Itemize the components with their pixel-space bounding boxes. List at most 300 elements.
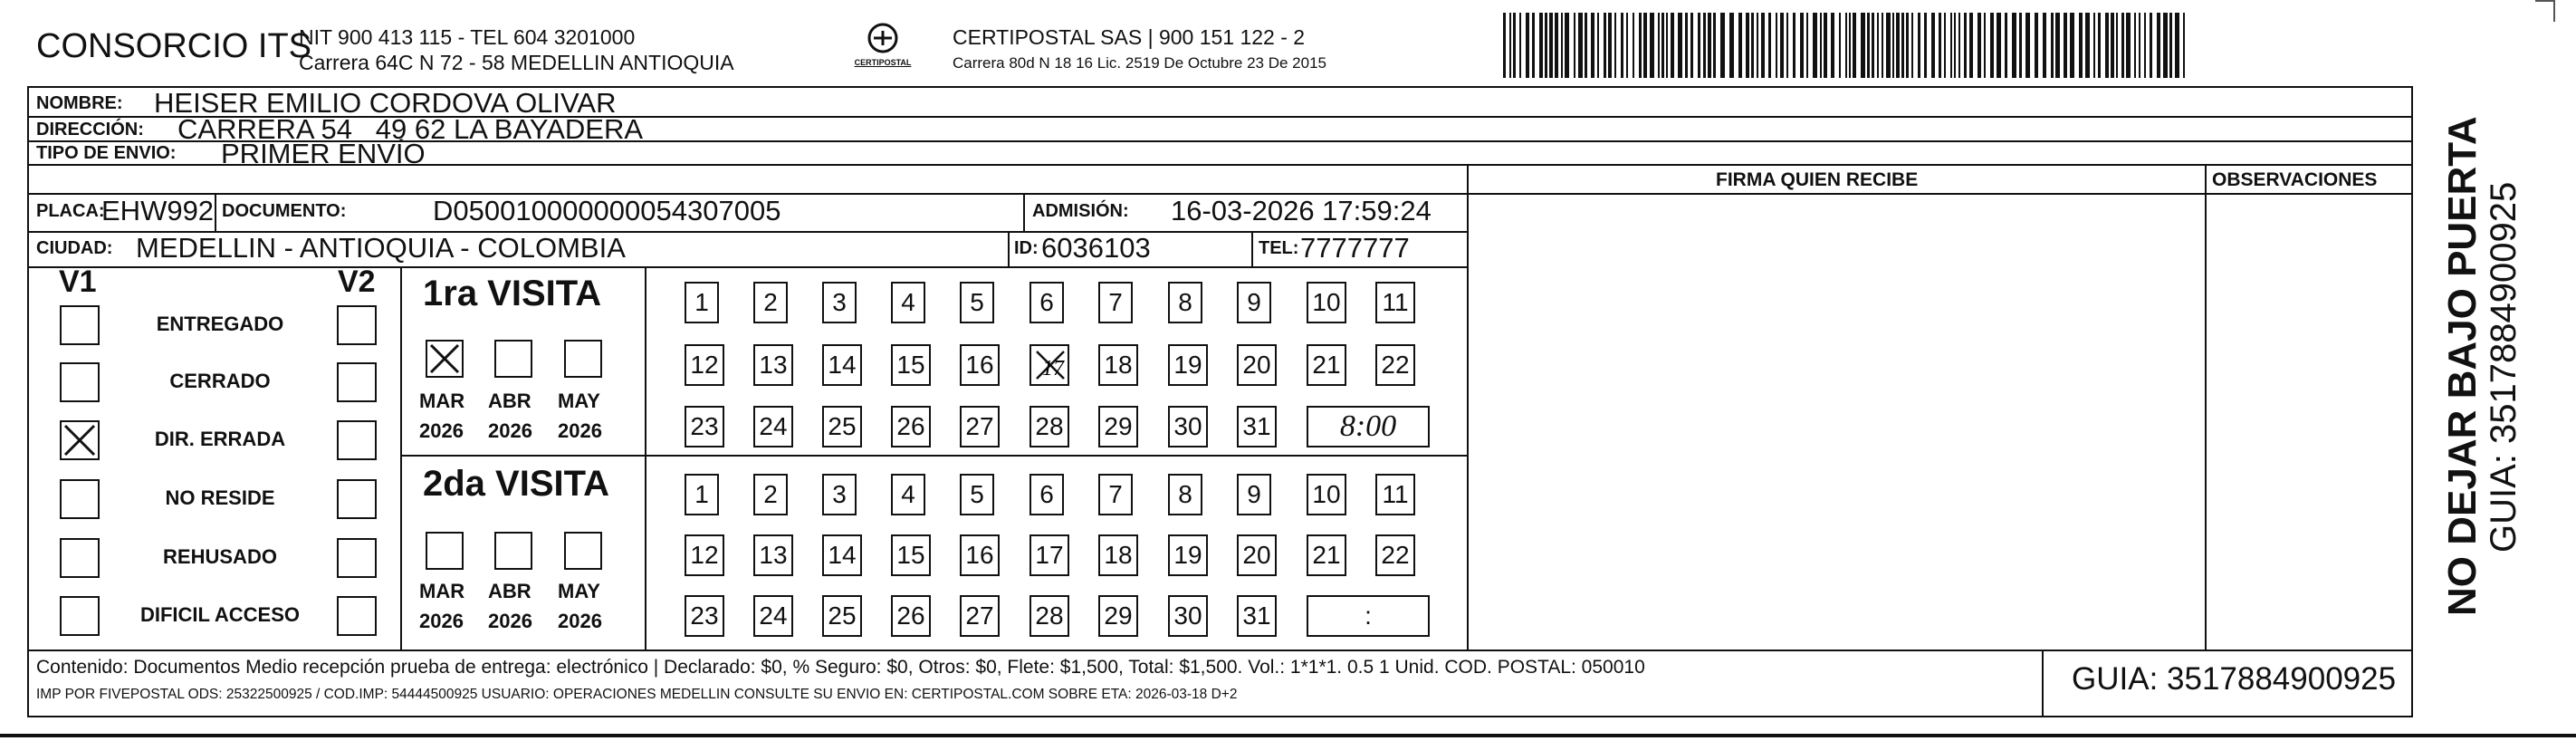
- barcode-bar: [1806, 13, 1808, 78]
- barcode-bar: [1896, 13, 1900, 78]
- day-checkbox[interactable]: [753, 474, 788, 515]
- day-number: 19: [1173, 351, 1202, 379]
- barcode-bar: [1872, 13, 1874, 78]
- barcode-bar: [1746, 13, 1749, 78]
- day-checkbox[interactable]: [822, 406, 862, 447]
- month-checkbox[interactable]: [494, 340, 532, 378]
- placa-value: EHW992: [101, 195, 215, 226]
- documento-value: D050010000000054307005: [433, 195, 781, 226]
- barcode-bar: [1861, 13, 1865, 78]
- barcode-bar: [1545, 13, 1547, 78]
- barcode-bar: [2025, 13, 2030, 78]
- barcode-bar: [1954, 13, 1956, 78]
- barcode-bar: [1539, 13, 1543, 78]
- day-number: 12: [690, 351, 719, 379]
- day-checkbox[interactable]: [1168, 282, 1202, 323]
- barcode-bar: [1526, 13, 1529, 78]
- day-checkbox[interactable]: [685, 282, 719, 323]
- barcode-bar: [2012, 13, 2016, 78]
- day-checkbox[interactable]: [1237, 282, 1271, 323]
- v1-checkbox[interactable]: [60, 479, 100, 519]
- visit1-title: 1ra VISITA: [423, 274, 602, 313]
- footer-line2: IMP POR FIVEPOSTAL ODS: 25322500925 / COD.IMP: 54444500925 USUARIO: OPERACIONES MEDELLIN CONSULTE SU ENVIO EN: CERTIPOSTAL.COM SOBRE ETA: 2026-03-18 D+2: [36, 687, 1238, 702]
- v1-checkbox[interactable]: [60, 596, 100, 636]
- side-guia: GUIA: 3517884900925: [2484, 181, 2523, 553]
- day-checkbox[interactable]: [891, 595, 931, 637]
- month-label: MAY: [558, 580, 600, 602]
- barcode-bar: [1977, 13, 1981, 78]
- barcode-bar: [1990, 13, 1994, 78]
- month-label: ABR: [488, 580, 531, 602]
- status-label: REHUSADO: [163, 545, 277, 568]
- certipostal-logo: [847, 20, 919, 74]
- tel-label: TEL:: [1259, 238, 1299, 258]
- day-number: 11: [1382, 288, 1409, 316]
- barcode-bar: [1906, 13, 1909, 78]
- day-checkbox[interactable]: [1168, 595, 1208, 637]
- day-number: 17: [1035, 541, 1064, 569]
- footer-guia: GUIA: 3517884900925: [2072, 661, 2397, 697]
- barcode-bar: [2134, 13, 2136, 78]
- barcode-bar: [2070, 13, 2074, 78]
- day-checkbox[interactable]: [753, 344, 793, 386]
- day-number: 23: [690, 601, 719, 630]
- footer-line1: Contenido: Documentos Medio recepción prueba de entrega: electrónico | Declarado: $0, % Seguro: $0, Otros: $0, Flete: $1,500, Total: $1,500. Vol.: 1*1*1. 0.5 1 Unid. COD. POSTAL: 050010: [36, 657, 1645, 678]
- day-checkbox[interactable]: [1237, 595, 1277, 637]
- v2-checkbox[interactable]: [337, 420, 377, 460]
- barcode-bar: [1969, 13, 1973, 78]
- barcode-bar: [1713, 13, 1716, 78]
- month-checkbox[interactable]: [426, 532, 464, 570]
- year-label: 2026: [558, 610, 602, 632]
- barcode-bar: [2150, 13, 2152, 78]
- barcode-bar: [1793, 13, 1796, 78]
- day-number: 20: [1242, 541, 1271, 569]
- barcode-bar: [1509, 13, 1511, 78]
- barcode-bar: [1513, 13, 1516, 78]
- barcode-bar: [1911, 13, 1913, 78]
- check-x-icon: [427, 342, 462, 376]
- day-checkbox[interactable]: [1237, 406, 1277, 447]
- admision-label: ADMISIÓN:: [1032, 201, 1129, 221]
- day-number: 26: [896, 601, 925, 630]
- id-value: 6036103: [1041, 232, 1151, 264]
- v2-checkbox[interactable]: [337, 362, 377, 402]
- day-number: 16: [965, 351, 994, 379]
- day-checkbox[interactable]: [1029, 282, 1064, 323]
- barcode-bar: [1597, 13, 1599, 78]
- day-number: 28: [1035, 601, 1064, 630]
- barcode-bar: [1633, 13, 1634, 78]
- barcode-bar: [1626, 13, 1628, 78]
- barcode-bar: [1604, 13, 1606, 78]
- barcode-bar: [1924, 13, 1927, 78]
- status-label: ENTREGADO: [156, 313, 284, 335]
- day-number: 10: [1312, 480, 1341, 508]
- day-checkbox[interactable]: [1029, 474, 1064, 515]
- status-label: CERRADO: [169, 370, 271, 392]
- barcode-bar: [1503, 13, 1506, 78]
- day-number: 31: [1242, 412, 1271, 440]
- barcode-bar: [1761, 13, 1765, 78]
- day-checkbox[interactable]: [753, 406, 793, 447]
- barcode-bar: [1831, 13, 1834, 78]
- barcode-bar: [1944, 13, 1946, 78]
- day-checkbox[interactable]: [1098, 282, 1133, 323]
- barcode-bar: [2163, 13, 2168, 78]
- day-checkbox[interactable]: [822, 595, 862, 637]
- barcode-bar: [1519, 13, 1521, 78]
- barcode-bar: [1939, 13, 1941, 78]
- barcode-bar: [1720, 13, 1725, 78]
- barcode-bar: [2105, 13, 2109, 78]
- visit2-title: 2da VISITA: [423, 464, 609, 504]
- v1-checkbox[interactable]: [60, 362, 100, 402]
- handwritten-mark-icon: [1031, 346, 1071, 384]
- barcode-bar: [2116, 13, 2118, 78]
- status-label: DIFICIL ACCESO: [139, 603, 300, 626]
- barcode-bar: [1950, 13, 1952, 78]
- barcode-bar: [1690, 13, 1693, 78]
- barcode-bar: [1867, 13, 1870, 78]
- admision-value: 16-03-2026 17:59:24: [1171, 195, 1432, 226]
- day-checkbox[interactable]: [1237, 534, 1277, 576]
- tipo-label: TIPO DE ENVIO:: [36, 143, 177, 163]
- day-checkbox[interactable]: [822, 474, 857, 515]
- barcode-bar: [2043, 13, 2046, 78]
- barcode-bar: [2111, 13, 2114, 78]
- day-number: 29: [1104, 412, 1133, 440]
- day-checkbox[interactable]: [960, 344, 1000, 386]
- day-number: 26: [896, 412, 925, 440]
- barcode-bar: [2005, 13, 2007, 78]
- day-checkbox[interactable]: [685, 406, 724, 447]
- day-number: 30: [1173, 601, 1202, 630]
- day-checkbox[interactable]: [685, 344, 724, 386]
- barcode-bar: [2121, 13, 2124, 78]
- barcode-bar: [1666, 13, 1668, 78]
- barcode-bar: [1824, 13, 1827, 78]
- day-checkbox[interactable]: [1168, 344, 1208, 386]
- status-label: DIR. ERRADA: [154, 428, 286, 450]
- month-checkbox[interactable]: [426, 340, 464, 378]
- barcode-bar: [2035, 13, 2038, 78]
- day-number: 27: [965, 601, 994, 630]
- day-checkbox[interactable]: [1098, 474, 1133, 515]
- barcode-bar: [1698, 13, 1700, 78]
- barcode-bar: [1757, 13, 1758, 78]
- day-number: 14: [828, 541, 857, 569]
- nombre-value: HEISER EMILIO CORDOVA OLIVAR: [154, 87, 617, 119]
- time-field[interactable]: :: [1307, 595, 1430, 637]
- v1-checkbox[interactable]: [60, 420, 100, 460]
- day-number: 11: [1382, 480, 1409, 508]
- barcode-bar: [2098, 13, 2101, 78]
- barcode-bar: [1578, 13, 1583, 78]
- day-number: 24: [759, 412, 788, 440]
- v2-checkbox[interactable]: [337, 538, 377, 578]
- day-checkbox[interactable]: [891, 406, 931, 447]
- barcode-bar: [1614, 13, 1616, 78]
- day-checkbox[interactable]: [1307, 344, 1346, 386]
- day-checkbox[interactable]: [891, 344, 931, 386]
- barcode-bar: [1918, 13, 1920, 78]
- status-label: NO RESIDE: [165, 486, 275, 509]
- placa-label: PLACA:: [36, 201, 105, 221]
- barcode-bar: [2064, 13, 2067, 78]
- day-checkbox[interactable]: [891, 534, 931, 576]
- label-frame: [27, 86, 2413, 717]
- barcode-bar: [1549, 13, 1553, 78]
- barcode-bar: [1780, 13, 1784, 78]
- barcode-bar: [1738, 13, 1742, 78]
- barcode-bar: [1958, 13, 1960, 78]
- day-checkbox[interactable]: [891, 474, 925, 515]
- day-number: 13: [759, 351, 788, 379]
- firma-header: FIRMA QUIEN RECIBE: [1716, 169, 1919, 190]
- month-label: MAY: [558, 390, 600, 412]
- day-number: 9: [1247, 480, 1261, 508]
- v1-label: V1: [59, 265, 97, 299]
- barcode-bar: [2144, 13, 2146, 78]
- v1-checkbox[interactable]: [60, 305, 100, 345]
- barcode-bar: [1703, 13, 1706, 78]
- corner-mark: [2535, 0, 2555, 22]
- day-number: 5: [970, 288, 984, 316]
- day-checkbox[interactable]: [1307, 534, 1346, 576]
- ciudad-value: MEDELLIN - ANTIOQUIA - COLOMBIA: [136, 232, 626, 264]
- barcode-bar: [1574, 13, 1575, 78]
- certipostal-line1: CERTIPOSTAL SAS | 900 151 122 - 2: [953, 25, 1306, 49]
- day-number: 10: [1312, 288, 1341, 316]
- day-checkbox[interactable]: [960, 474, 994, 515]
- month-label: MAR: [419, 580, 465, 602]
- barcode-bar: [2051, 13, 2054, 78]
- day-checkbox[interactable]: [1375, 344, 1415, 386]
- month-checkbox[interactable]: [564, 532, 602, 570]
- year-label: 2026: [558, 419, 602, 442]
- observaciones-header: OBSERVACIONES: [2212, 169, 2378, 190]
- month-label: MAR: [419, 390, 465, 412]
- day-number: 18: [1104, 541, 1133, 569]
- id-label: ID:: [1014, 238, 1039, 258]
- v2-checkbox[interactable]: [337, 305, 377, 345]
- day-checkbox[interactable]: [1098, 344, 1138, 386]
- barcode-bar: [1853, 13, 1856, 78]
- barcode-bar: [1984, 13, 1986, 78]
- day-number: 2: [763, 480, 778, 508]
- logo-caption: CERTIPOSTAL: [854, 58, 912, 67]
- barcode-bar: [1997, 13, 2001, 78]
- day-checkbox[interactable]: [822, 282, 857, 323]
- day-number: 8: [1178, 480, 1192, 508]
- day-checkbox[interactable]: [960, 406, 1000, 447]
- day-checkbox[interactable]: [1168, 406, 1208, 447]
- barcode-bar: [1751, 13, 1754, 78]
- barcode-bar: [1729, 13, 1734, 78]
- barcode-bar: [1800, 13, 1804, 78]
- day-checkbox[interactable]: [960, 282, 994, 323]
- v2-checkbox[interactable]: [337, 596, 377, 636]
- barcode: [1503, 13, 2191, 78]
- day-number: 18: [1104, 351, 1133, 379]
- day-number: 19: [1173, 541, 1202, 569]
- day-checkbox[interactable]: [753, 595, 793, 637]
- barcode-bar: [2169, 13, 2172, 78]
- barcode-bar: [1650, 13, 1654, 78]
- barcode-bar: [1661, 13, 1664, 78]
- day-number: 24: [759, 601, 788, 630]
- certipostal-line2: Carrera 80d N 18 16 Lic. 2519 De Octubre 23 De 2015: [953, 54, 1326, 72]
- day-checkbox[interactable]: [1098, 406, 1138, 447]
- barcode-bar: [1685, 13, 1688, 78]
- day-number: 15: [896, 541, 925, 569]
- barcode-bar: [2093, 13, 2095, 78]
- day-number: 28: [1035, 412, 1064, 440]
- day-checkbox[interactable]: [822, 344, 862, 386]
- ciudad-label: CIUDAD:: [36, 238, 113, 258]
- day-number: 4: [901, 480, 915, 508]
- barcode-bar: [1892, 13, 1894, 78]
- day-number: 14: [828, 351, 857, 379]
- day-checkbox[interactable]: [753, 282, 788, 323]
- barcode-bar: [2079, 13, 2083, 78]
- barcode-bar: [1849, 13, 1851, 78]
- day-number: 1: [694, 288, 709, 316]
- barcode-bar: [1964, 13, 1967, 78]
- day-number: 6: [1039, 288, 1054, 316]
- day-number: 20: [1242, 351, 1271, 379]
- time-field[interactable]: 8:00: [1307, 406, 1430, 447]
- barcode-bar: [1839, 13, 1841, 78]
- day-checkbox[interactable]: [1375, 282, 1415, 323]
- day-number: 9: [1247, 288, 1261, 316]
- barcode-bar: [1931, 13, 1935, 78]
- barcode-bar: [1561, 13, 1563, 78]
- day-number: 21: [1312, 541, 1341, 569]
- day-number: 13: [759, 541, 788, 569]
- company-address: Carrera 64C N 72 - 58 MEDELLIN ANTIOQUIA: [299, 51, 734, 74]
- barcode-bar: [1555, 13, 1558, 78]
- day-checkbox[interactable]: [753, 534, 793, 576]
- barcode-bar: [1813, 13, 1817, 78]
- month-checkbox[interactable]: [494, 532, 532, 570]
- check-x-icon: [62, 422, 98, 458]
- day-number: 23: [690, 412, 719, 440]
- day-number: 4: [901, 288, 915, 316]
- nombre-label: NOMBRE:: [36, 93, 123, 113]
- barcode-bar: [2085, 13, 2090, 78]
- day-number: 3: [832, 288, 847, 316]
- day-checkbox[interactable]: [685, 474, 719, 515]
- year-label: 2026: [488, 610, 532, 632]
- day-number: 25: [828, 601, 857, 630]
- day-checkbox[interactable]: [1375, 534, 1415, 576]
- barcode-bar: [1643, 13, 1647, 78]
- day-checkbox[interactable]: [891, 282, 925, 323]
- barcode-bar: [1882, 13, 1883, 78]
- v1-checkbox[interactable]: [60, 538, 100, 578]
- day-number: 22: [1381, 351, 1410, 379]
- barcode-bar: [1671, 13, 1674, 78]
- day-checkbox[interactable]: [960, 534, 1000, 576]
- day-checkbox[interactable]: [1029, 344, 1069, 386]
- barcode-bar: [1608, 13, 1612, 78]
- year-label: 2026: [419, 419, 464, 442]
- day-number: 30: [1173, 412, 1202, 440]
- year-label: 2026: [419, 610, 464, 632]
- barcode-bar: [1678, 13, 1682, 78]
- barcode-bar: [1621, 13, 1623, 78]
- v2-checkbox[interactable]: [337, 479, 377, 519]
- barcode-bar: [1639, 13, 1642, 78]
- day-number: 7: [1108, 288, 1123, 316]
- day-number: 29: [1104, 601, 1133, 630]
- day-checkbox[interactable]: [1307, 282, 1346, 323]
- side-warning: NO DEJAR BAJO PUERTA: [2440, 116, 2485, 616]
- barcode-bar: [2139, 13, 2140, 78]
- day-number: 8: [1178, 288, 1192, 316]
- barcode-bar: [2019, 13, 2022, 78]
- day-number: 5: [970, 480, 984, 508]
- barcode-bar: [1886, 13, 1891, 78]
- day-checkbox[interactable]: [1168, 474, 1202, 515]
- day-checkbox[interactable]: [1237, 344, 1277, 386]
- tel-value: 7777777: [1300, 232, 1410, 264]
- barcode-bar: [1820, 13, 1822, 78]
- barcode-bar: [2157, 13, 2160, 78]
- day-checkbox[interactable]: [1098, 595, 1138, 637]
- barcode-bar: [1845, 13, 1847, 78]
- day-checkbox[interactable]: [1168, 534, 1208, 576]
- barcode-bar: [1786, 13, 1788, 78]
- day-checkbox[interactable]: [1375, 474, 1415, 515]
- day-number: 25: [828, 412, 857, 440]
- month-checkbox[interactable]: [564, 340, 602, 378]
- day-checkbox[interactable]: [1237, 474, 1271, 515]
- day-checkbox[interactable]: [1029, 595, 1069, 637]
- barcode-bar: [1591, 13, 1594, 78]
- month-label: ABR: [488, 390, 531, 412]
- company-nit: NIT 900 413 115 - TEL 604 3201000: [299, 25, 636, 49]
- day-checkbox[interactable]: [1098, 534, 1138, 576]
- company-name: CONSORCIO ITS: [36, 27, 312, 65]
- day-checkbox[interactable]: [685, 534, 724, 576]
- barcode-bar: [1585, 13, 1587, 78]
- barcode-bar: [2175, 13, 2179, 78]
- barcode-bar: [1776, 13, 1777, 78]
- day-checkbox[interactable]: [822, 534, 862, 576]
- barcode-bar: [1565, 13, 1569, 78]
- day-number: 2: [763, 288, 778, 316]
- day-checkbox[interactable]: [1307, 474, 1346, 515]
- svg-text:17: 17: [1042, 357, 1064, 380]
- day-checkbox[interactable]: [1029, 534, 1069, 576]
- barcode-bar: [1768, 13, 1771, 78]
- day-number: 6: [1039, 480, 1054, 508]
- day-checkbox[interactable]: [960, 595, 1000, 637]
- direccion-value: CARRERA 54 49 62 LA BAYADERA: [177, 113, 644, 145]
- day-checkbox[interactable]: [685, 595, 724, 637]
- day-checkbox[interactable]: [1029, 406, 1069, 447]
- day-number: 7: [1108, 480, 1123, 508]
- barcode-bar: [2055, 13, 2060, 78]
- direccion-label: DIRECCIÓN:: [36, 120, 144, 140]
- year-label: 2026: [488, 419, 532, 442]
- barcode-bar: [1532, 13, 1535, 78]
- day-number: 27: [965, 412, 994, 440]
- tipo-value: PRIMER ENVÍO: [221, 138, 426, 169]
